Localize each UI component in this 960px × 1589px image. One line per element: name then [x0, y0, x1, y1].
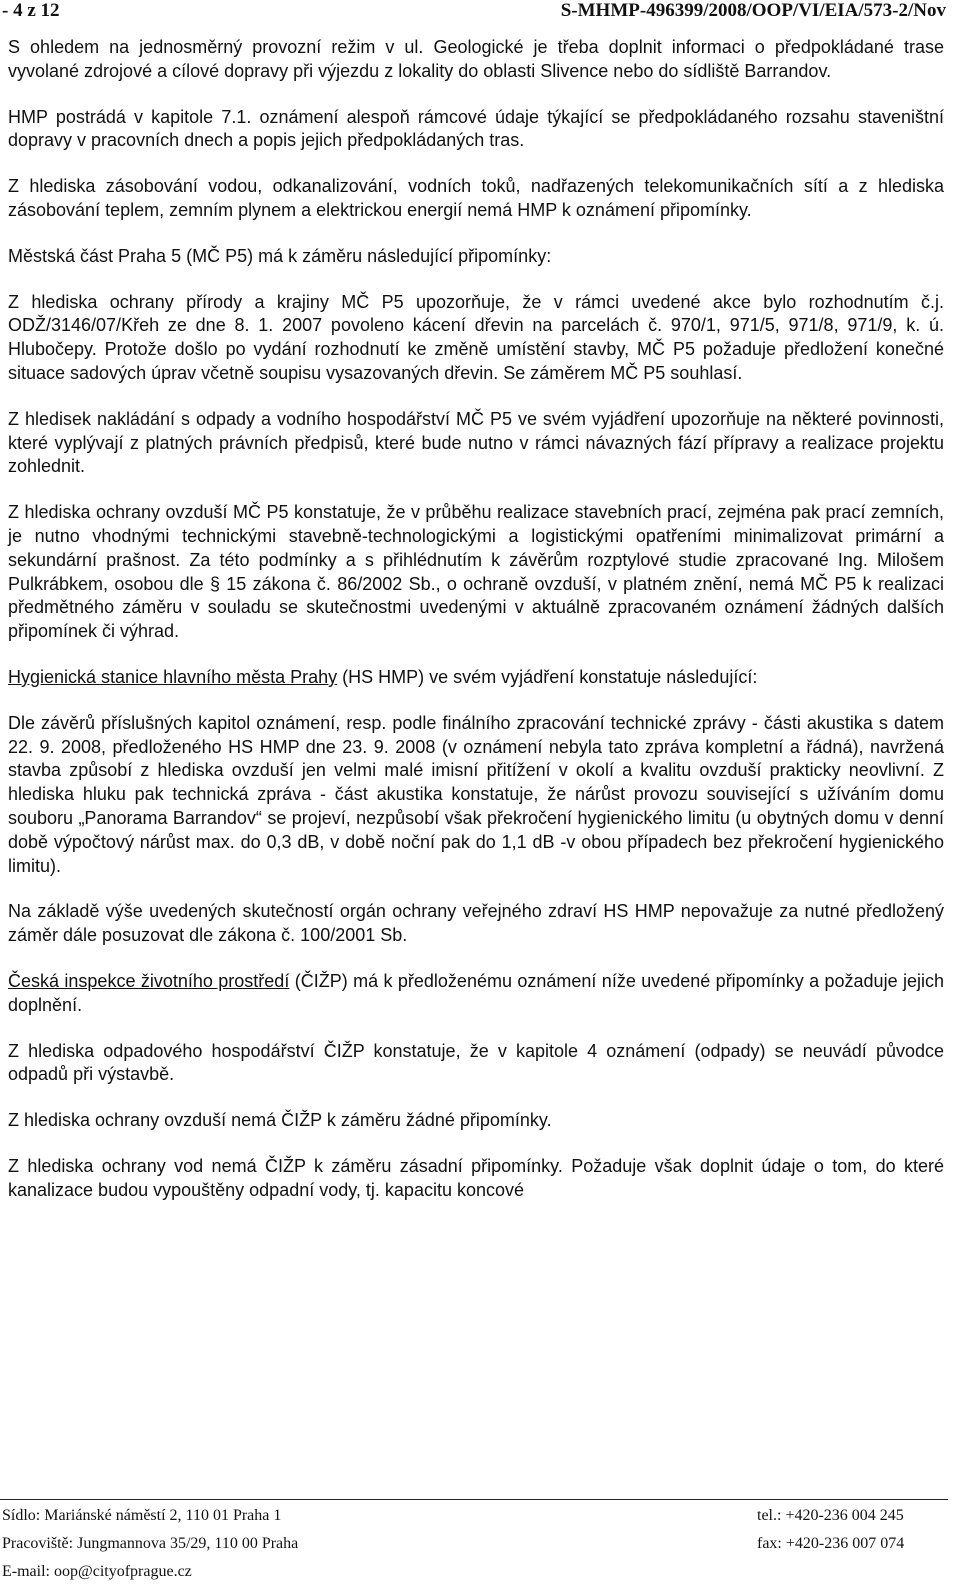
footer-contact-block [757, 1502, 904, 1558]
paragraph-cizp-air: Z hlediska ochrany ovzduší nemá ČIŽP k záměru žádné připomínky. [8, 1110, 552, 1131]
paragraph-waste-water: Z hledisek nakládání s odpady a vodního hospodářství MČ P5 ve svém vyjádření upozorňuje na některé povinnosti, které vyplývají z platných právních předpisů, které bude nutno v rámci návazných fází přípravy a realizace projektu zohlednit. [8, 408, 944, 477]
paragraph-traffic-route: S ohledem na jednosměrný provozní režim v ul. Geologické je třeba doplnit informaci o předpokládané trase vyvolané zdrojové a cílové dopravy při výjezdu z lokality do oblasti Slivence nebo do sídliště Barrandov. [8, 37, 944, 81]
paragraph-nature-protection: Z hlediska ochrany přírody a krajiny MČ P5 upozorňuje, že v rámci uvedené akce bylo rozhodnutím č.j. ODŽ/3146/07/Křeh ze dne 8. 1. 2007 povoleno kácení dřevin na parcelách č. 970/1, 971/5, 971/8, 971/9, k. ú. Hlubočepy. Protože došlo po vydání rozhodnutí ke změně umístění stavby, MČ P5 požaduje předložení konečné situace sadových úprav včetně soupisu vysazovaných dřevin. Se záměrem MČ P5 souhlasí. [8, 291, 944, 383]
document-reference: S-MHMP-496399/2008/OOP/VI/EIA/573-2/Nov [560, 0, 946, 21]
paragraph-hygiene-conclusion: Na základě výše uvedených skutečností orgán ochrany veřejného zdraví HS HMP nepovažuje za nutné předložený záměr dále posuzovat dle zákona č. 100/2001 Sb. [8, 901, 944, 946]
paragraph-mc-p5-intro: Městská část Praha 5 (MČ P5) má k záměru následující připomínky: [8, 245, 552, 266]
cizp-name: Česká inspekce životního prostředí [8, 970, 290, 991]
paragraph-hygiene-station-intro: Hygienická stanice hlavního města Prahy (HS HMP) ve svém vyjádření konstatuje následující: [8, 666, 758, 687]
page-footer [0, 1499, 948, 1580]
paragraph-cizp-waste: Z hlediska odpadového hospodářství ČIŽP konstatuje, že v kapitole 4 oznámení (odpady) se neuvádí původce odpadů při výstavbě. [8, 1040, 944, 1085]
paragraph-acoustics: Dle závěrů příslušných kapitol oznámení, resp. podle finálního zpracování technické zprávy - části akustika s datem 22. 9. 2008, předloženého HS HMP dne 23. 9. 2008 (v oznámení nebyla tato zpráva kompletní a řádná), navržená stavba způsobí z hlediska ovzduší jen velmi malé imisní přitížení v okolí a kvalitu ovzduší prakticky neovlivní. Z hlediska hluku pak technická zpráva - část akustika konstatuje, že nárůst provozu související s užíváním domu souboru „Panorama Barrandov“ se projeví, nezpůsobí však překročení hygienického limitu (u obytných domu v denní době výpočtový nárůst max. do 0,3 dB, v době noční pak do 1,1 dB -v obou případech bez překročení hygienického limitu). [8, 712, 944, 876]
page-header [0, 0, 960, 26]
hygiene-station-name: Hygienická stanice hlavního města Prahy [8, 666, 338, 687]
paragraph-cizp-water: Z hlediska ochrany vod nemá ČIŽP k záměru zásadní připomínky. Požaduje však doplnit údaje o tom, do které kanalizace budou vypouštěny odpadní vody, tj. kapacitu koncové [8, 1155, 944, 1200]
footer-seat-address: Sídlo: Mariánské náměstí 2, 110 01 Praha 1 [2, 1507, 282, 1524]
page-number: - 4 z 12 [2, 0, 60, 21]
footer-fax: fax: +420-236 007 074 [757, 1535, 905, 1552]
footer-address-block [2, 1502, 298, 1586]
footer-workplace-address: Pracoviště: Jungmannova 35/29, 110 00 Praha [2, 1535, 299, 1552]
footer-email: E-mail: oop@cityofprague.cz [2, 1563, 192, 1580]
footer-phone: tel.: +420-236 004 245 [757, 1507, 904, 1524]
document-body [8, 36, 944, 1224]
paragraph-cizp-intro: Česká inspekce životního prostředí (ČIŽP) má k předloženému oznámení níže uvedené připomínky a požaduje jejich doplnění. [8, 970, 944, 1015]
paragraph-utilities: Z hlediska zásobování vodou, odkanalizování, vodních toků, nadřazených telekomunikačních sítí a z hlediska zásobování teplem, zemním plynem a elektrickou energií nemá HMP k oznámení připomínky. [8, 176, 944, 220]
paragraph-air-protection: Z hlediska ochrany ovzduší MČ P5 konstatuje, že v průběhu realizace stavebních prací, zejména pak prací zemních, je nutno vhodnými technickými stavebně-technologickými a logistickými opatřeními minimalizovat primární a sekundární prašnost. Za této podmínky a s přihlédnutím k závěrům rozptylové studie zpracované Ing. Milošem Pulkrábkem, osobou dle § 15 zákona č. 86/2002 Sb., o ochraně ovzduší, v platném znění, nemá MČ P5 k realizaci předmětného záměru v souladu se skutečnostmi uvedenými v aktuálně zpracovaném oznámení žádných dalších připomínek či výhrad. [8, 502, 944, 642]
paragraph-construction-traffic: HMP postrádá v kapitole 7.1. oznámení alespoň rámcové údaje týkající se předpokládaného rozsahu staveništní dopravy v pracovních dnech a popis jejich předpokládaných tras. [8, 106, 944, 151]
